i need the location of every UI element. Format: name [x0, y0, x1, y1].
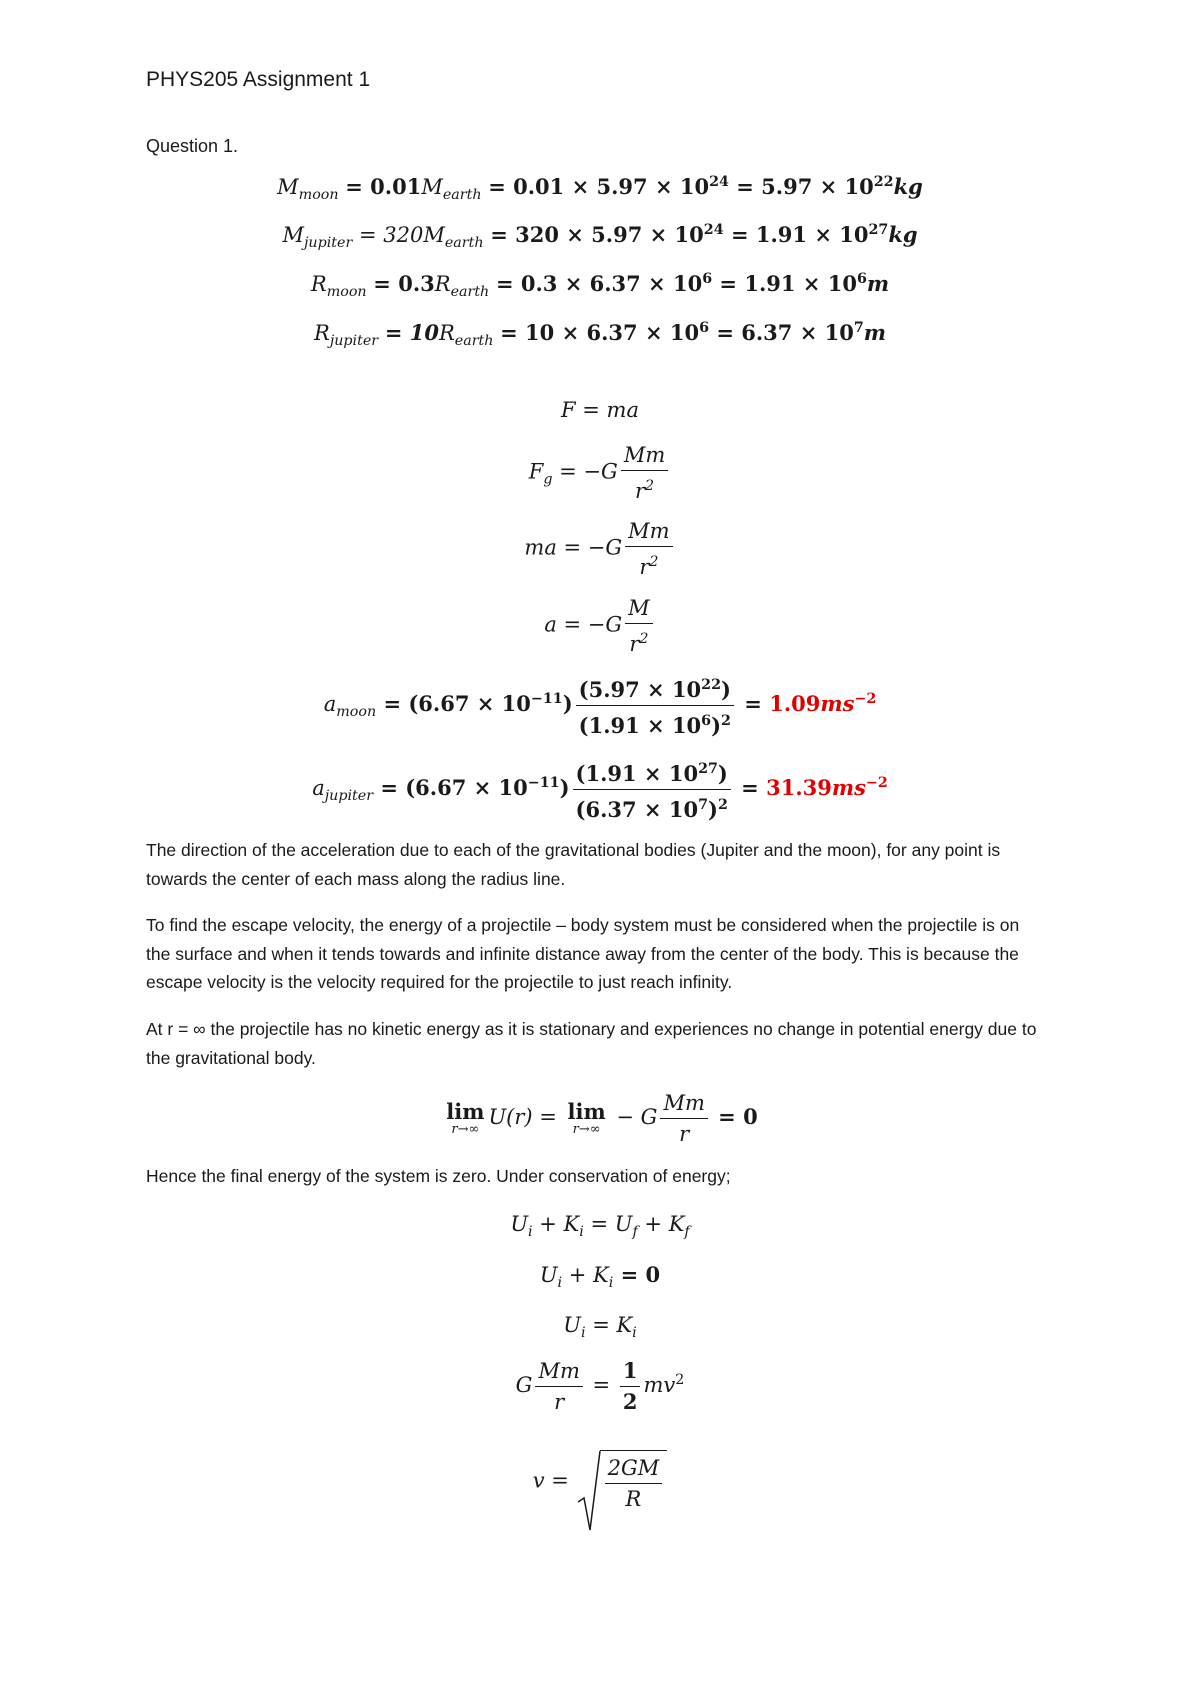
equation-moon-mass [0, 174, 1200, 203]
exponent: 22 [873, 174, 894, 191]
expr: = −G [552, 459, 618, 484]
equation-ma-gravity [0, 516, 1200, 582]
expr: = 1.91 × 10 [723, 222, 869, 247]
expr: = 320 [358, 223, 424, 247]
subscript: jupiter [303, 234, 353, 251]
numerator: Mm [625, 516, 672, 547]
subscript: f [684, 1223, 690, 1240]
subscript: f [632, 1223, 638, 1240]
den-var: r [639, 554, 650, 579]
exponent: 2 [645, 478, 655, 494]
op: = [585, 1313, 617, 1337]
expr: mv [643, 1373, 676, 1397]
result: = 0 [710, 1104, 758, 1129]
lim-subscript: r→∞ [572, 1121, 601, 1137]
var: a [323, 691, 337, 716]
equation-jupiter-acceleration [0, 754, 1200, 825]
subscript: i [608, 1274, 614, 1291]
fraction-half [620, 1356, 641, 1417]
var: F [528, 459, 544, 484]
var: M [282, 223, 304, 247]
numerator [576, 670, 734, 706]
paren: ) [721, 676, 731, 702]
paragraph-final-energy: Hence the final energy of the system is zero. Under conservation of energy; [146, 1166, 731, 1186]
radical-sign-icon [576, 1450, 602, 1532]
limit [446, 1098, 485, 1137]
expr: = 0.3 [373, 271, 435, 296]
unit: m [863, 320, 886, 345]
denominator: R [625, 1487, 642, 1511]
var: M [277, 175, 299, 199]
expr: = 0.01 [345, 174, 422, 199]
expr: v = [532, 1468, 576, 1493]
paragraph-infinity-energy: At r = ∞ the projectile has no kinetic energy as it is stationary and experiences no change in potential energy due to the gravitational body. [146, 1019, 1037, 1068]
var: R [434, 272, 451, 296]
lim-text: lim [446, 1098, 485, 1124]
expr: − G [609, 1105, 658, 1129]
result-value: 31.39 [766, 774, 832, 800]
exponent: 24 [709, 174, 729, 191]
var: K [593, 1263, 609, 1287]
equation-newton-second-law: F = ma [561, 398, 639, 422]
var: U [614, 1212, 633, 1236]
equation-u-equals-k [0, 1313, 1200, 1341]
result-unit: ms [820, 690, 855, 716]
denominator [576, 706, 734, 741]
fraction [576, 670, 734, 741]
fraction [621, 440, 668, 506]
paren: ) [708, 796, 718, 822]
op: + [562, 1263, 594, 1287]
paren: ) [562, 690, 573, 716]
num-expr: (1.91 × 10 [575, 760, 699, 786]
denominator [625, 547, 672, 582]
unit: kg [893, 174, 923, 199]
limit [567, 1098, 606, 1137]
unit: m [866, 271, 890, 296]
exponent: 27 [698, 761, 718, 777]
var: K [668, 1212, 685, 1236]
unit: kg [888, 222, 918, 247]
expr: = 0.3 × 6.37 × 10 [495, 271, 703, 296]
paragraph-escape-velocity-intro: To find the escape velocity, the energy of a projectile – body system must be considered when the projectile is on the surface and when it tends towards and infinite distance away from the center of the body. This is because the escape velocity is the velocity required for the projectile to just reach infinity. [146, 915, 1020, 992]
den-var: r [629, 631, 640, 656]
exponent: 6 [702, 271, 713, 288]
equation-moon-acceleration [0, 670, 1200, 741]
den-var: r [634, 478, 645, 503]
var: a [312, 775, 325, 800]
var: R [438, 321, 455, 345]
result-value: 1.09 [769, 690, 821, 716]
paren: ) [717, 760, 728, 786]
equation-gravity-force [0, 440, 1200, 506]
equation-limit-potential [0, 1088, 1200, 1149]
fraction [625, 593, 653, 659]
exponent: 2 [649, 554, 659, 570]
expr: = 1.91 × 10 [712, 271, 857, 296]
numerator: 1 [620, 1356, 641, 1387]
var: U [510, 1212, 529, 1236]
var: K [563, 1212, 580, 1236]
paren: ) [711, 712, 722, 738]
paragraph-acceleration-direction: The direction of the acceleration due to each of the gravitational bodies (Jupiter and the moon), for any point is towards the center of each mass along the radius line. [146, 840, 1001, 889]
var: G [515, 1373, 533, 1397]
exponent: 6 [856, 271, 867, 288]
exponent: 27 [868, 222, 889, 239]
equals: = [736, 690, 770, 716]
subscript: i [557, 1274, 563, 1291]
subscript: moon [326, 283, 367, 300]
fraction [605, 1453, 663, 1514]
numerator: Mm [535, 1356, 582, 1387]
subscript: i [580, 1324, 586, 1341]
subscript: jupiter [324, 787, 374, 804]
numerator [573, 754, 731, 790]
denominator [573, 790, 731, 825]
numerator: M [625, 593, 653, 624]
exponent: 2 [717, 796, 728, 813]
exponent: −2 [854, 691, 877, 707]
denominator [621, 471, 668, 506]
expr: = 10 × 6.37 × 10 [500, 320, 700, 345]
exponent: 2 [675, 1372, 685, 1389]
subscript: i [528, 1223, 533, 1240]
exponent: 7 [853, 320, 864, 337]
denominator: 2 [622, 1389, 638, 1414]
subscript: i [579, 1223, 584, 1240]
numerator: Mm [660, 1088, 707, 1119]
square-root [576, 1450, 668, 1514]
subscript: g [543, 471, 553, 488]
exponent: −2 [865, 775, 888, 791]
equation-energy-conservation [0, 1212, 1200, 1240]
op: = [585, 1373, 617, 1397]
var: M [421, 175, 443, 199]
subscript: earth [444, 234, 484, 251]
var: U [563, 1313, 581, 1337]
expr: = 320 × 5.97 × 10 [490, 222, 704, 247]
equation-jupiter-radius [0, 320, 1200, 349]
expr: = 0.01 × 5.97 × 10 [488, 174, 710, 199]
exponent: 6 [699, 320, 710, 337]
exponent: 2 [721, 712, 731, 729]
subscript: moon [298, 186, 339, 203]
exponent: −11 [530, 691, 563, 707]
numerator: 2GM [605, 1453, 663, 1484]
equation-moon-radius [0, 271, 1200, 300]
expr: a = −G [544, 612, 623, 637]
expr: = (6.67 × 10 [373, 774, 528, 800]
fraction [535, 1356, 582, 1417]
subscript: moon [336, 703, 377, 720]
subscript: earth [450, 283, 490, 300]
exponent: 24 [703, 222, 724, 239]
var: U [539, 1263, 558, 1287]
subscript: earth [442, 186, 482, 203]
var: R [310, 272, 327, 296]
denominator [625, 624, 653, 659]
exponent: 22 [701, 677, 722, 693]
page-title: PHYS205 Assignment 1 [146, 68, 371, 91]
denominator: r [679, 1122, 690, 1146]
fraction [573, 754, 731, 825]
subscript: i [632, 1324, 637, 1341]
op: + [637, 1212, 669, 1236]
equation-energy-zero [0, 1262, 1200, 1291]
expr: = 10 [384, 320, 439, 345]
den-expr: (1.91 × 10 [578, 712, 702, 738]
num-expr: (5.97 × 10 [578, 676, 702, 702]
var: K [616, 1313, 633, 1337]
fraction [625, 516, 672, 582]
radicand [600, 1450, 668, 1514]
exponent: 6 [701, 712, 712, 729]
equals: = [733, 774, 767, 800]
numerator: Mm [621, 440, 668, 471]
expr: = 6.37 × 10 [709, 320, 854, 345]
subscript: earth [454, 332, 494, 349]
lim-subscript: r→∞ [451, 1121, 480, 1137]
var: R [314, 321, 330, 345]
lim-text: lim [567, 1098, 606, 1124]
expr: U(r) = [488, 1105, 564, 1129]
exponent: −11 [527, 775, 560, 791]
op: = [583, 1212, 615, 1236]
exponent: 7 [698, 796, 708, 813]
den-expr: (6.37 × 10 [575, 796, 699, 822]
result: = 0 [613, 1262, 661, 1287]
equation-escape-velocity [0, 1450, 1200, 1514]
equation-acceleration [0, 593, 1200, 659]
expr: ma = −G [524, 535, 623, 560]
exponent: 2 [639, 631, 649, 647]
expr: = (6.67 × 10 [376, 690, 531, 716]
equation-kinetic-energy [0, 1356, 1200, 1417]
result-unit: ms [831, 774, 866, 800]
fraction [660, 1088, 707, 1149]
subscript: jupiter [329, 332, 379, 349]
denominator: r [554, 1390, 565, 1414]
equation-jupiter-mass [0, 222, 1200, 251]
op: + [532, 1212, 564, 1236]
var: M [423, 223, 445, 247]
paren: ) [559, 774, 570, 800]
expr: = 5.97 × 10 [728, 174, 874, 199]
question-label: Question 1. [146, 136, 239, 156]
